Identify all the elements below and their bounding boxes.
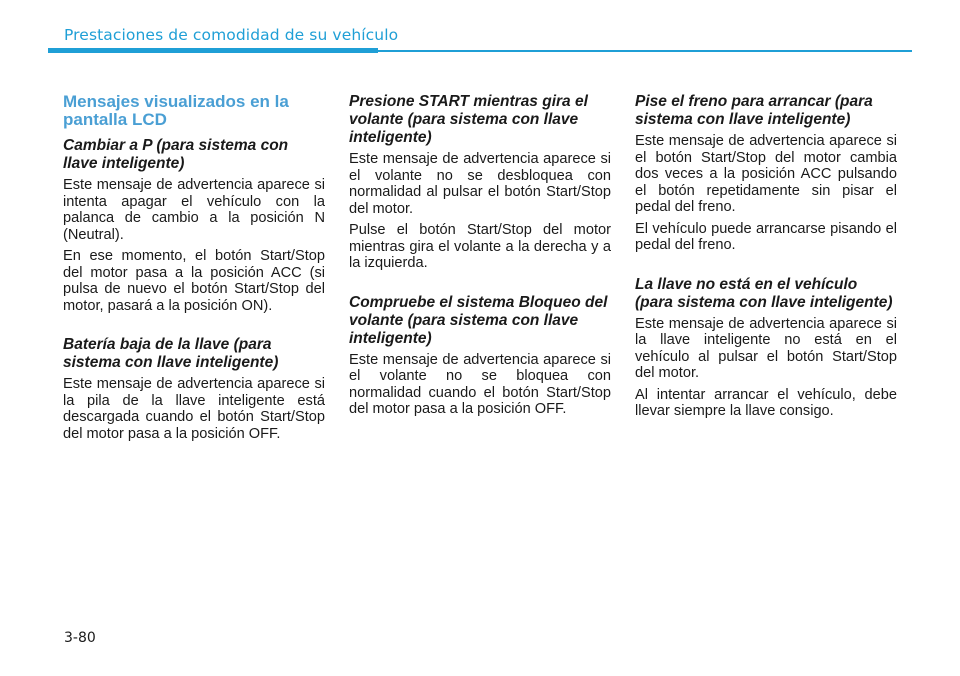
content-block	[63, 336, 325, 442]
paragraph: Este mensaje de advertencia aparece si el volante no se bloquea con normalidad cuando el botón Start/Stop del motor pasa a la posición OFF.	[349, 351, 611, 417]
paragraph: Este mensaje de advertencia aparece si el volante no se desbloquea con normalidad al pulsar el botón Start/Stop del motor.	[349, 151, 611, 217]
content-block	[635, 93, 897, 254]
block-heading: La llave no está en el vehículo (para sistema con llave inteligente)	[635, 275, 893, 311]
column-1	[63, 93, 325, 447]
paragraph: Al intentar arrancar el vehículo, debe llevar siempre la llave consigo.	[635, 386, 897, 419]
column-3	[635, 93, 897, 425]
header-rule-thick	[48, 48, 378, 53]
paragraph: Este mensaje de advertencia aparece si intenta apagar el vehículo con la palanca de cambio a la posición N (Neutral).	[63, 177, 325, 243]
paragraph: Pulse el botón Start/Stop del motor mientras gira el volante a la derecha y a la izquierda.	[349, 222, 611, 271]
chapter-title: Prestaciones de comodidad de su vehículo	[64, 26, 399, 44]
content-block	[349, 294, 611, 418]
block-heading: Pise el freno para arrancar (para sistema con llave inteligente)	[635, 93, 873, 128]
paragraph: El vehículo puede arrancarse pisando el pedal del freno.	[635, 220, 897, 253]
block-heading: Presione START mientras gira el volante (para sistema con llave inteligente)	[349, 93, 588, 146]
page-number: 3-80	[64, 630, 96, 646]
block-heading: Compruebe el sistema Bloqueo del volante (para sistema con llave inteligente)	[349, 293, 608, 347]
block-heading: Cambiar a P (para sistema con llave inteligente)	[63, 137, 289, 172]
content-block	[349, 93, 611, 272]
block-heading: Batería baja de la llave (para sistema con llave inteligente)	[63, 336, 279, 371]
paragraph: Este mensaje de advertencia aparece si la pila de la llave inteligente está descargada cuando el botón Start/Stop del motor pasa a la posición OFF.	[63, 376, 325, 442]
content-block	[635, 276, 897, 420]
header-rule-thin	[378, 50, 912, 52]
paragraph: En ese momento, el botón Start/Stop del motor pasa a la posición ACC (si pulsa de nuevo el botón Start/Stop del motor, pasará a la posición ON).	[63, 248, 325, 314]
content-block	[63, 137, 325, 314]
paragraph: Este mensaje de advertencia aparece si el botón Start/Stop del motor cambia dos veces a la posición ACC pulsando el botón repetidamente sin pisar el pedal del freno.	[635, 133, 897, 215]
column-2	[349, 93, 611, 423]
paragraph: Este mensaje de advertencia aparece si la llave inteligente no está en el vehículo al pulsar el botón Start/Stop del motor.	[635, 315, 897, 381]
section-heading: Mensajes visualizados en la pantalla LCD	[63, 92, 289, 129]
